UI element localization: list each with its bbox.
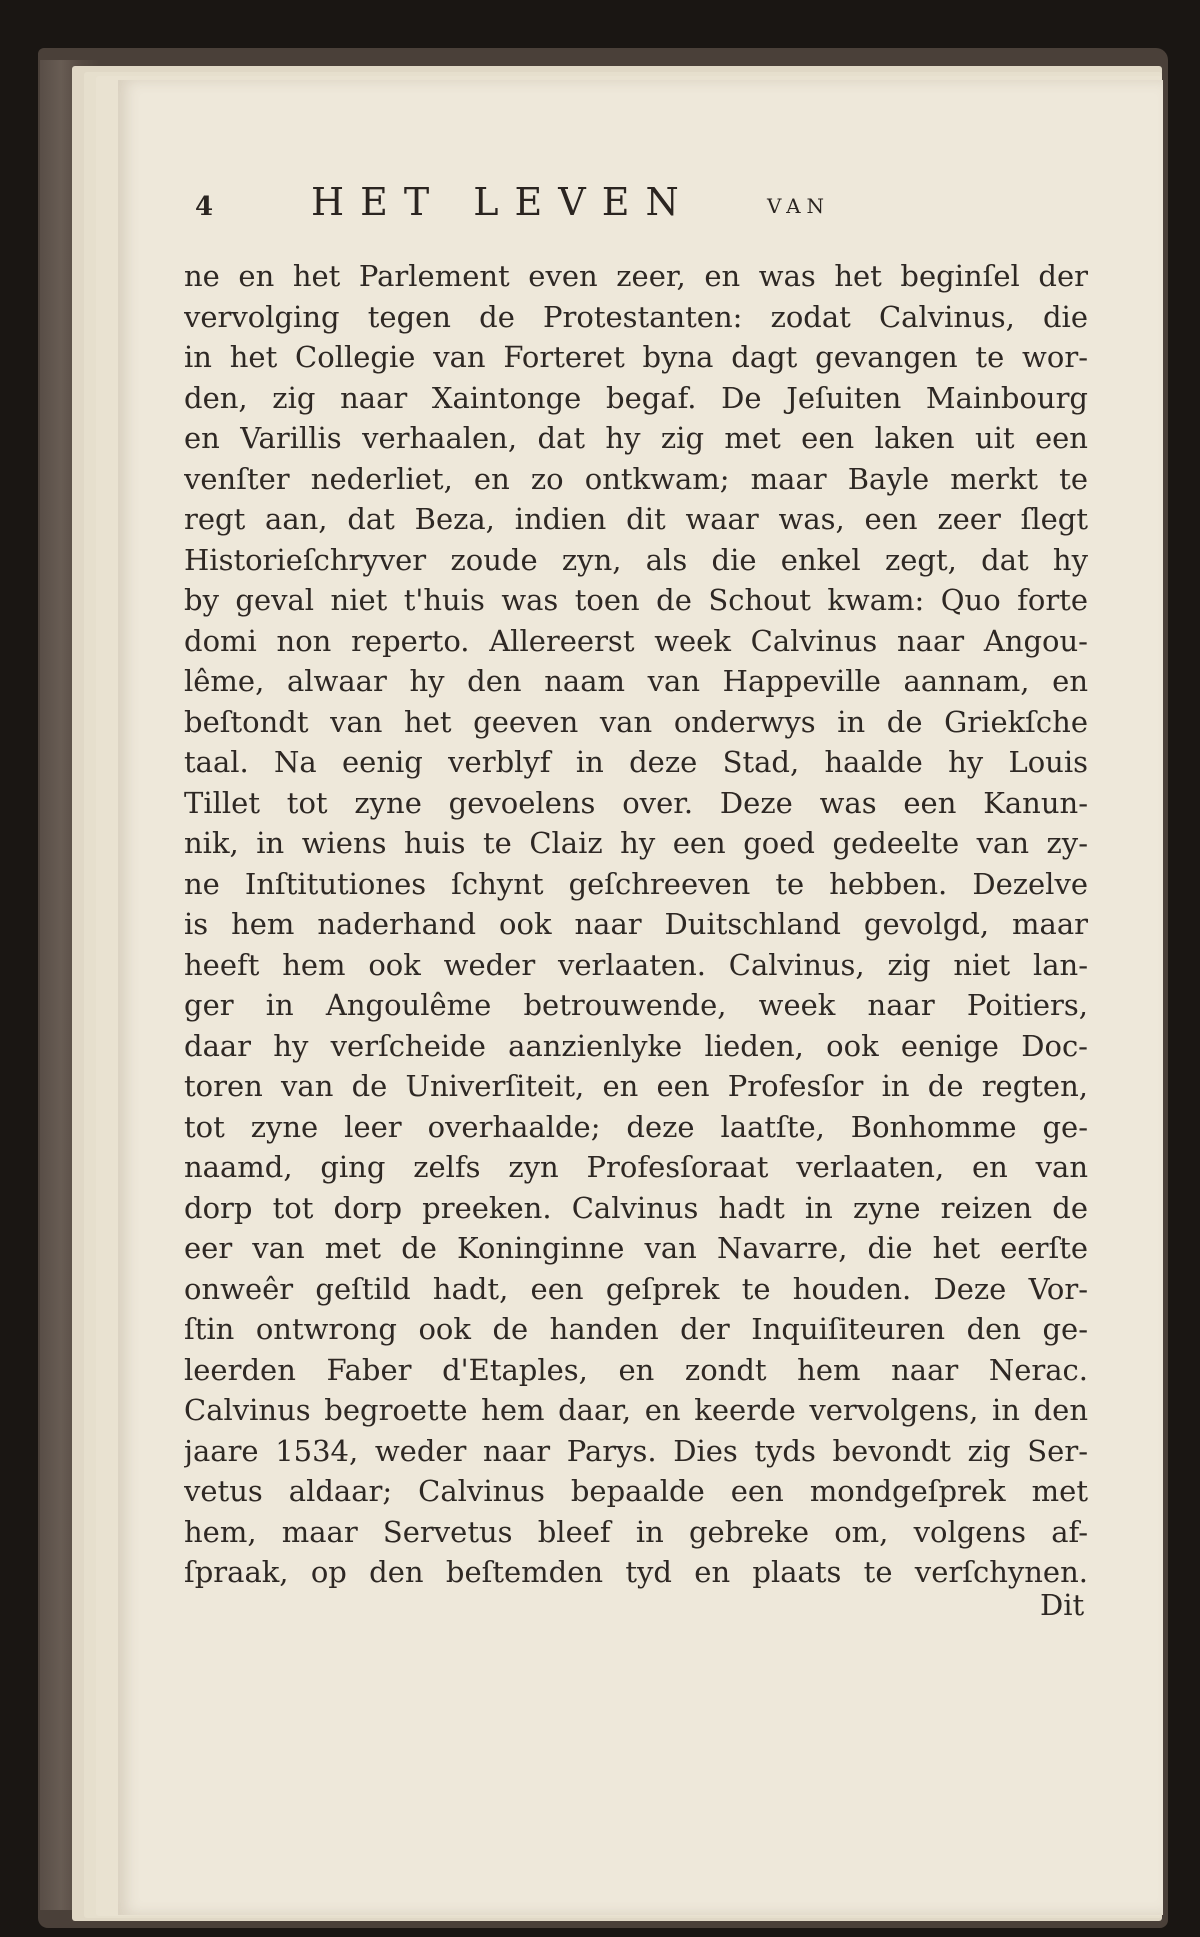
text-line: den, zig naar Xaintonge begaf. De Jeſuiten Mainbourg <box>184 380 1088 415</box>
text-line: ger in Angoulême betrouwende, week naar Poitiers, <box>184 988 1088 1022</box>
text-line: jaare 1534, weder naar Parys. Dies tyds bevondt zig Ser- <box>184 1433 1088 1468</box>
text-line: Historieſchryver zoude zyn, als die enkel zegt, dat hy <box>184 542 1088 577</box>
text-line: nik, in wiens huis te Claiz hy een goed gedeelte van zy- <box>184 826 1088 860</box>
text-line: Tillet tot zyne gevoelens over. Deze was een Kanun- <box>184 785 1088 820</box>
text-line: toren van de Univerſiteit, en een Profesſor in de regten, <box>184 1069 1088 1103</box>
body-text <box>184 256 1088 1593</box>
running-header <box>195 180 975 230</box>
text-line: tot zyne leer overhaalde; deze laatſte, Bonhomme ge- <box>184 1109 1088 1144</box>
text-line: Calvinus begroette hem daar, en keerde vervolgens, in den <box>184 1393 1088 1427</box>
text-line: regt aan, dat Beza, indien dit waar was, een zeer ſlegt <box>184 502 1088 536</box>
text-line: venſter nederliet, en zo ontkwam; maar Bayle merkt te <box>184 461 1088 496</box>
text-line: vetus aldaar; Calvinus bepaalde een mondgeſprek met <box>184 1474 1088 1508</box>
page-number: 4 <box>195 192 214 222</box>
text-line: eer van met de Koninginne van Navarre, die het eerſte <box>184 1231 1088 1265</box>
text-line: ſpraak, op den beſtemden tyd en plaats te verſchynen. <box>184 1555 1088 1589</box>
text-line: in het Collegie van Forteret byna dagt gevangen te wor- <box>184 340 1088 374</box>
text-line: naamd, ging zelfs zyn Profesſoraat verlaaten, en van <box>184 1150 1088 1184</box>
text-line: lême, alwaar hy den naam van Happeville aannam, en <box>184 664 1088 698</box>
text-line: heeft hem ook weder verlaaten. Calvinus, zig niet lan- <box>184 947 1088 982</box>
text-line: domi non reperto. Allereerst week Calvinus naar Angou- <box>184 623 1088 658</box>
text-line: en Varillis verhaalen, dat hy zig met een laken uit een <box>184 421 1088 455</box>
text-line: taal. Na eenig verblyf in deze Stad, haalde hy Louis <box>184 745 1088 779</box>
text-line: onweêr geſtild hadt, een geſprek te houden. Deze Vor- <box>184 1271 1088 1306</box>
catchword: Dit <box>1040 1588 1085 1622</box>
running-title: HET LEVEN <box>311 180 695 224</box>
text-line: vervolging tegen de Protestanten: zodat Calvinus, die <box>184 299 1088 334</box>
text-line: ne en het Parlement even zeer, en was het beginſel der <box>184 259 1088 293</box>
text-line: is hem naderhand ook naar Duitschland gevolgd, maar <box>184 907 1088 941</box>
text-line: ne Inſtitutiones ſchynt geſchreeven te hebben. Dezelve <box>184 866 1088 901</box>
text-line: ſtin ontwrong ook de handen der Inquiſiteuren den ge- <box>184 1312 1088 1346</box>
text-line: hem, maar Servetus bleef in gebreke om, volgens af- <box>184 1514 1088 1549</box>
text-line: by geval niet t'huis was toen de Schout kwam: Quo forte <box>184 583 1088 617</box>
running-title-small: VAN <box>767 194 831 218</box>
text-line: leerden Faber d'Etaples, en zondt hem naar Nerac. <box>184 1352 1088 1387</box>
text-line: dorp tot dorp preeken. Calvinus hadt in zyne reizen de <box>184 1190 1088 1225</box>
text-line: beſtondt van het geeven van onderwys in de Griekſche <box>184 704 1088 739</box>
text-line: daar hy verſcheide aanzienlyke lieden, ook eenige Doc- <box>184 1028 1088 1063</box>
